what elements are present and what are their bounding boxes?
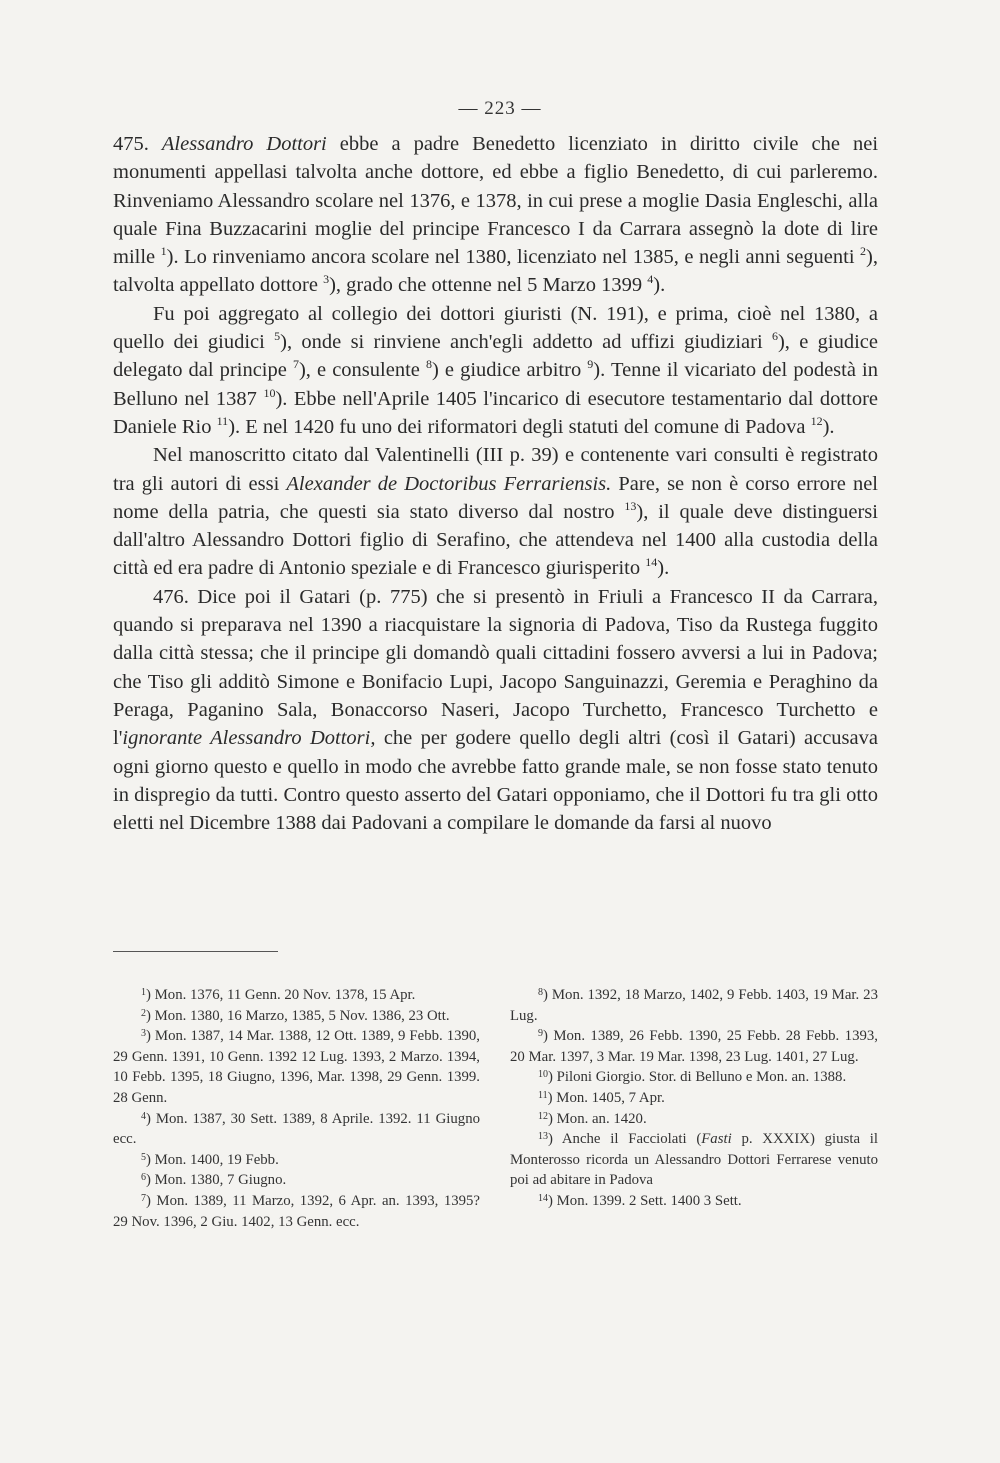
text-run: Pare, se non è corso errore nel nome della patria, che questi sia stato diverso dal nostro: [113, 472, 878, 523]
italic-text: Alexander de Doctoribus Ferrariensis.: [286, 472, 612, 495]
footnote: [113, 1191, 480, 1232]
footnote-ref: 9: [587, 357, 594, 372]
text-run: Mon. 1399. 2 Sett. 1400 3 Sett.: [556, 1192, 742, 1209]
footnote-mark: ): [146, 1172, 155, 1189]
footnote-mark: ): [146, 1028, 155, 1045]
footnote: [510, 1067, 878, 1088]
footnote: [113, 1170, 480, 1191]
text-run: ). Tenne il vicariato del podestà in Belluno nel 1387: [113, 359, 878, 410]
footnote-number: 1: [141, 987, 146, 998]
footnote-mark: ): [548, 1110, 557, 1127]
text-run: Anche il Facciolati (: [561, 1131, 702, 1148]
footnote-number: 9: [538, 1028, 543, 1040]
footnote-mark: ): [548, 1069, 557, 1086]
text-run: ), e giudice delegato dal principe: [113, 331, 878, 382]
text-run: ), onde si rinviene anch'egli addetto ad uffizi giudiziari: [280, 331, 772, 354]
footnote-mark: ): [543, 1028, 554, 1045]
text-run: Mon. 1387, 30 Sett. 1389, 8 Aprile. 1392. 11 Giugno ecc.: [113, 1110, 480, 1148]
footnote-number: 7: [141, 1192, 146, 1204]
footnote: [113, 1109, 480, 1150]
text-run: p. XXXIX) giusta il Monterosso ricorda un Alessandro Dottori Ferrarese venuto poi ad abitare in Padova: [510, 1131, 878, 1189]
text-run: ), grado che ottenne nel 5 Marzo 1399: [329, 274, 648, 297]
footnote: [113, 1006, 480, 1027]
text-run: Mon. 1387, 14 Mar. 1388, 12 Ott. 1389, 9 Febb. 1390, 29 Genn. 1391, 10 Genn. 1392 12 Lug. 1393, 2 Marzo. 1394, 10 Febb. 1395, 18 Giugno, 1396, Mar. 1398, 29 Genn. 1399. 28 Genn.: [113, 1028, 480, 1106]
footnote-mark: ): [547, 1089, 557, 1106]
footnote-ref: 7: [292, 357, 299, 372]
footnote-ref: 5: [274, 329, 281, 344]
page-number: — 223 —: [458, 98, 542, 119]
footnote: [510, 1088, 878, 1109]
footnotes-right-column: [510, 985, 878, 1212]
text-run: Piloni Giorgio. Stor. di Belluno e Mon. an. 1388.: [556, 1069, 847, 1086]
text-run: ). E nel 1420 fu uno dei riformatori degli statuti del comune di Padova: [228, 415, 811, 438]
footnote-ref: 13: [624, 498, 637, 513]
footnote-number: 4: [141, 1110, 146, 1122]
footnote-number: 10: [538, 1069, 548, 1081]
text-run: Mon. 1392, 18 Marzo, 1402, 9 Febb. 1403, 19 Mar. 23 Lug.: [510, 987, 878, 1024]
paragraph: [113, 441, 878, 582]
text-run: che per godere quello degli altri (così il Gatari) accusava ogni giorno questo e quello in modo che avrebbe fatto grande male, se non fosse stato tenuto in dispregio da tutti. Contro questo asserto del Gatari opponiamo, che il Dottori fu tra gli otto eletti nel Dicembre 1388 dai Padovani a compilare le domande da farsi al nuovo: [113, 727, 878, 835]
italic-text: Fasti: [701, 1131, 732, 1148]
footnote-mark: ): [146, 1007, 155, 1024]
footnote-ref: 8: [425, 357, 432, 372]
footnote: [510, 985, 878, 1026]
footnote: [510, 1026, 878, 1067]
paragraph: [113, 300, 878, 441]
footnote-ref: 14: [645, 555, 658, 570]
text-run: 476. Dice poi il Gatari (p. 775) che si presentò in Friuli a Francesco II da Carrara, quando si preparava nel 1390 a riacquistare la signoria di Padova, Tiso da Rustega fuggito dalla città stessa; che il principe gli domandò quali cittadini fossero avversi a lui in Padova; che Tiso gli additò Simone e Bonifacio Lupi, Jacopo Sanguinazzi, Geremia e Peraghino da Peraga, Paganino Sala, Bonaccorso Naseri, Jacopo Turchetto, Francesco Turchetto e l': [113, 585, 878, 750]
text-run: Mon. 1389, 26 Febb. 1390, 25 Febb. 28 Febb. 1393, 20 Mar. 1397, 3 Mar. 19 Mar. 1398, 23 Lug. 1401, 27 Lug.: [510, 1028, 878, 1065]
text-run: ). Lo rinveniamo ancora scolare nel 1380, licenziato nel 1385, e negli anni seguenti: [166, 246, 861, 269]
text-run: Mon. 1400, 19 Febb.: [154, 1151, 279, 1168]
text-run: Nel manoscritto citato dal Valentinelli (III p. 39) e contenente vari consulti è registrato tra gli autori di essi: [113, 444, 878, 495]
italic-text: Alessandro Dottori: [161, 133, 327, 155]
footnote: [510, 1191, 878, 1212]
footnote-number: 3: [141, 1028, 146, 1040]
text-run: ) e giudice arbitro: [431, 359, 588, 382]
text-run: Mon. 1380, 16 Marzo, 1385, 5 Nov. 1386, 23 Ott.: [154, 1007, 450, 1024]
footnote-mark: ): [146, 1192, 157, 1209]
text-run: 475.: [113, 133, 162, 155]
text-run: ). Ebbe nell'Aprile 1405 l'incarico di esecutore testamentario dal dottore Daniele Rio: [113, 387, 878, 438]
footnote-ref: 1: [160, 244, 167, 259]
footnote-ref: 4: [647, 272, 654, 287]
footnote-mark: ): [548, 1192, 557, 1209]
footnote-ref: 2: [860, 244, 867, 259]
footnote-mark: ): [146, 1151, 155, 1168]
footnote-number: 13: [538, 1131, 548, 1143]
footnote-mark: ): [146, 1110, 156, 1127]
footnotes-left-column: [113, 985, 480, 1232]
text-run: ).: [653, 274, 666, 297]
footnote-mark: ): [548, 1131, 562, 1148]
footnote-number: 2: [141, 1007, 146, 1019]
footnote: [510, 1109, 878, 1130]
footnote: [113, 985, 480, 1006]
footnote: [510, 1129, 878, 1191]
footnote-ref: 12: [810, 413, 823, 428]
footnote-number: 6: [141, 1172, 146, 1184]
italic-text: ignorante Alessandro Dottori,: [122, 727, 376, 750]
text-run: Mon. 1389, 11 Marzo, 1392, 6 Apr. an. 1393, 1395? 29 Nov. 1396, 2 Giu. 1402, 13 Genn. ecc.: [113, 1192, 480, 1230]
text-run: ).: [657, 557, 670, 580]
text-run: Mon. 1405, 7 Apr.: [556, 1089, 665, 1106]
paragraph: [113, 583, 878, 838]
footnote-ref: 6: [771, 329, 778, 344]
footnote: [113, 1150, 480, 1171]
text-run: Mon. 1380, 7 Giugno.: [154, 1172, 287, 1189]
text-run: ), talvolta appellato dottore: [113, 246, 878, 297]
footnote-number: 12: [538, 1110, 548, 1122]
footnote: [113, 1026, 480, 1108]
text-run: Mon. an. 1420.: [556, 1110, 647, 1127]
paragraph: [113, 130, 878, 300]
footnote-ref: 3: [323, 272, 330, 287]
footnote-separator: [113, 951, 278, 952]
main-text: [113, 130, 878, 837]
footnote-number: 8: [538, 987, 543, 998]
text-run: Mon. 1376, 11 Genn. 20 Nov. 1378, 15 Apr.: [154, 987, 416, 1003]
footnote-number: 5: [141, 1151, 146, 1163]
footnote-number: 11: [538, 1089, 548, 1101]
text-run: Fu poi aggregato al collegio dei dottori giuristi (N. 191), e prima, cioè nel 1380, a quello dei giudici: [113, 302, 878, 354]
footnote-number: 14: [538, 1192, 548, 1204]
text-run: ), e consulente: [298, 359, 426, 382]
text-run: ebbe a padre Benedetto licenziato in diritto civile che nei monumenti appellasi talvolta anche dottore, ed ebbe a figlio Benedetto, di cui parleremo. Rinveniamo Alessandro scolare nel 1376, e 1378, in cui prese a moglie Dasia Engleschi, alla quale Fina Buzzacarini moglie del principe Francesco I da Carrara assegnò la dote di lire mille: [113, 133, 879, 269]
text-run: ), il quale deve distinguersi dall'altro Alessandro Dottori figlio di Serafino, che attendeva nel 1400 alla custodia della città ed era padre di Antonio speziale e di Francesco giurisperito: [113, 500, 878, 580]
footnote-mark: ): [146, 987, 155, 1003]
footnote-ref: 11: [216, 413, 229, 428]
footnote-ref: 10: [263, 385, 276, 400]
footnote-mark: ): [543, 987, 552, 1003]
text-run: ).: [822, 415, 835, 438]
